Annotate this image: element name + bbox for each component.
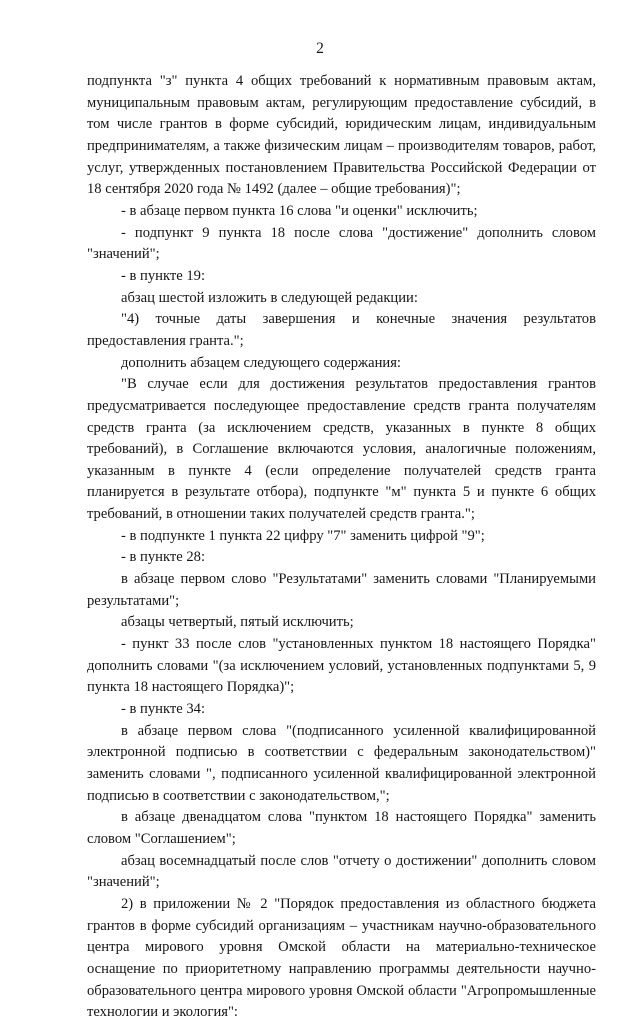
paragraph-14: - в пункте 34: (121, 701, 206, 718)
page-number: 2 (316, 40, 324, 57)
paragraph-11: в абзаце первом слово "Результатами" заменить словами "Планируемыми результатами"; (87, 571, 596, 609)
paragraph-8: "В случае если для достижения результатов предоставления грантов предусматривается последующее предоставление средств гранта получателям средств гранта (за исключением средств, указанных в пункте 8 общих требований), в Соглашение включаются условия, аналогичные положениям, указанным в пункте 4 (если определение получателей средств гранта планируется в результате отбора), подпункте "м" пункта 5 и пункте 6 общих требований, в отношении таких получателей средств гранта."; (87, 376, 596, 523)
paragraph-2: - в абзаце первом пункта 16 слова "и оценки" исключить; (121, 202, 478, 219)
paragraph-13: - пункт 33 после слов "установленных пунктом 18 настоящего Порядка" дополнить словами "(за исключением условий, установленных подпунктами 5, 9 пункта 18 настоящего Порядка)"; (87, 636, 596, 696)
paragraph-7: дополнить абзацем следующего содержания: (121, 354, 401, 371)
paragraph-18: 2) в приложении № 2 "Порядок предоставления из областного бюджета грантов в форме субсидий организациям – участникам научно-образовательного центра мирового уровня Омской области на материально-техническое оснащение по приоритетному направлению программы деятельности научно-образовательного центра мирового уровня Омской области "Агропромышленные технологии и экология": (87, 895, 596, 1021)
paragraph-1: подпункта "з" пункта 4 общих требований к нормативным правовым актам, муниципальным правовым актам, регулирующим предоставление субсидий, в том числе грантов в форме субсидий, юридическим лицам, индивидуальным предпринимателям, а также физическим лицам – производителям товаров, работ, услуг, утвержденных постановлением Правительства Российской Федерации от 18 сентября 2020 года № 1492 (далее – общие требования)"; (87, 73, 596, 198)
paragraph-9: - в подпункте 1 пункта 22 цифру "7" заменить цифрой "9"; (121, 527, 485, 544)
document-body (87, 71, 596, 1024)
paragraph-4: - в пункте 19: (121, 267, 206, 284)
paragraph-6: "4) точные даты завершения и конечные значения результатов предоставления гранта."; (87, 311, 596, 349)
paragraph-5: абзац шестой изложить в следующей редакции: (121, 289, 418, 306)
paragraph-17: абзац восемнадцатый после слов "отчету о достижении" дополнить словом "значений"; (87, 852, 596, 891)
paragraph-16: в абзаце двенадцатом слова "пунктом 18 настоящего Порядка" заменить словом "Соглашением"; (87, 809, 596, 847)
paragraph-10: - в пункте 28: (121, 549, 206, 566)
paragraph-15: в абзаце первом слова "(подписанного усиленной квалифицированной электронной подписью в соответствии с федеральным законодательством)" заменить словами ", подписанного усиленной квалифицированной электронной подписью в соответствии с законодательством,"; (87, 722, 596, 804)
paragraph-12: абзацы четвертый, пятый исключить; (121, 614, 354, 631)
paragraph-3: - подпункт 9 пункта 18 после слова "достижение" дополнить словом "значений"; (87, 224, 596, 263)
